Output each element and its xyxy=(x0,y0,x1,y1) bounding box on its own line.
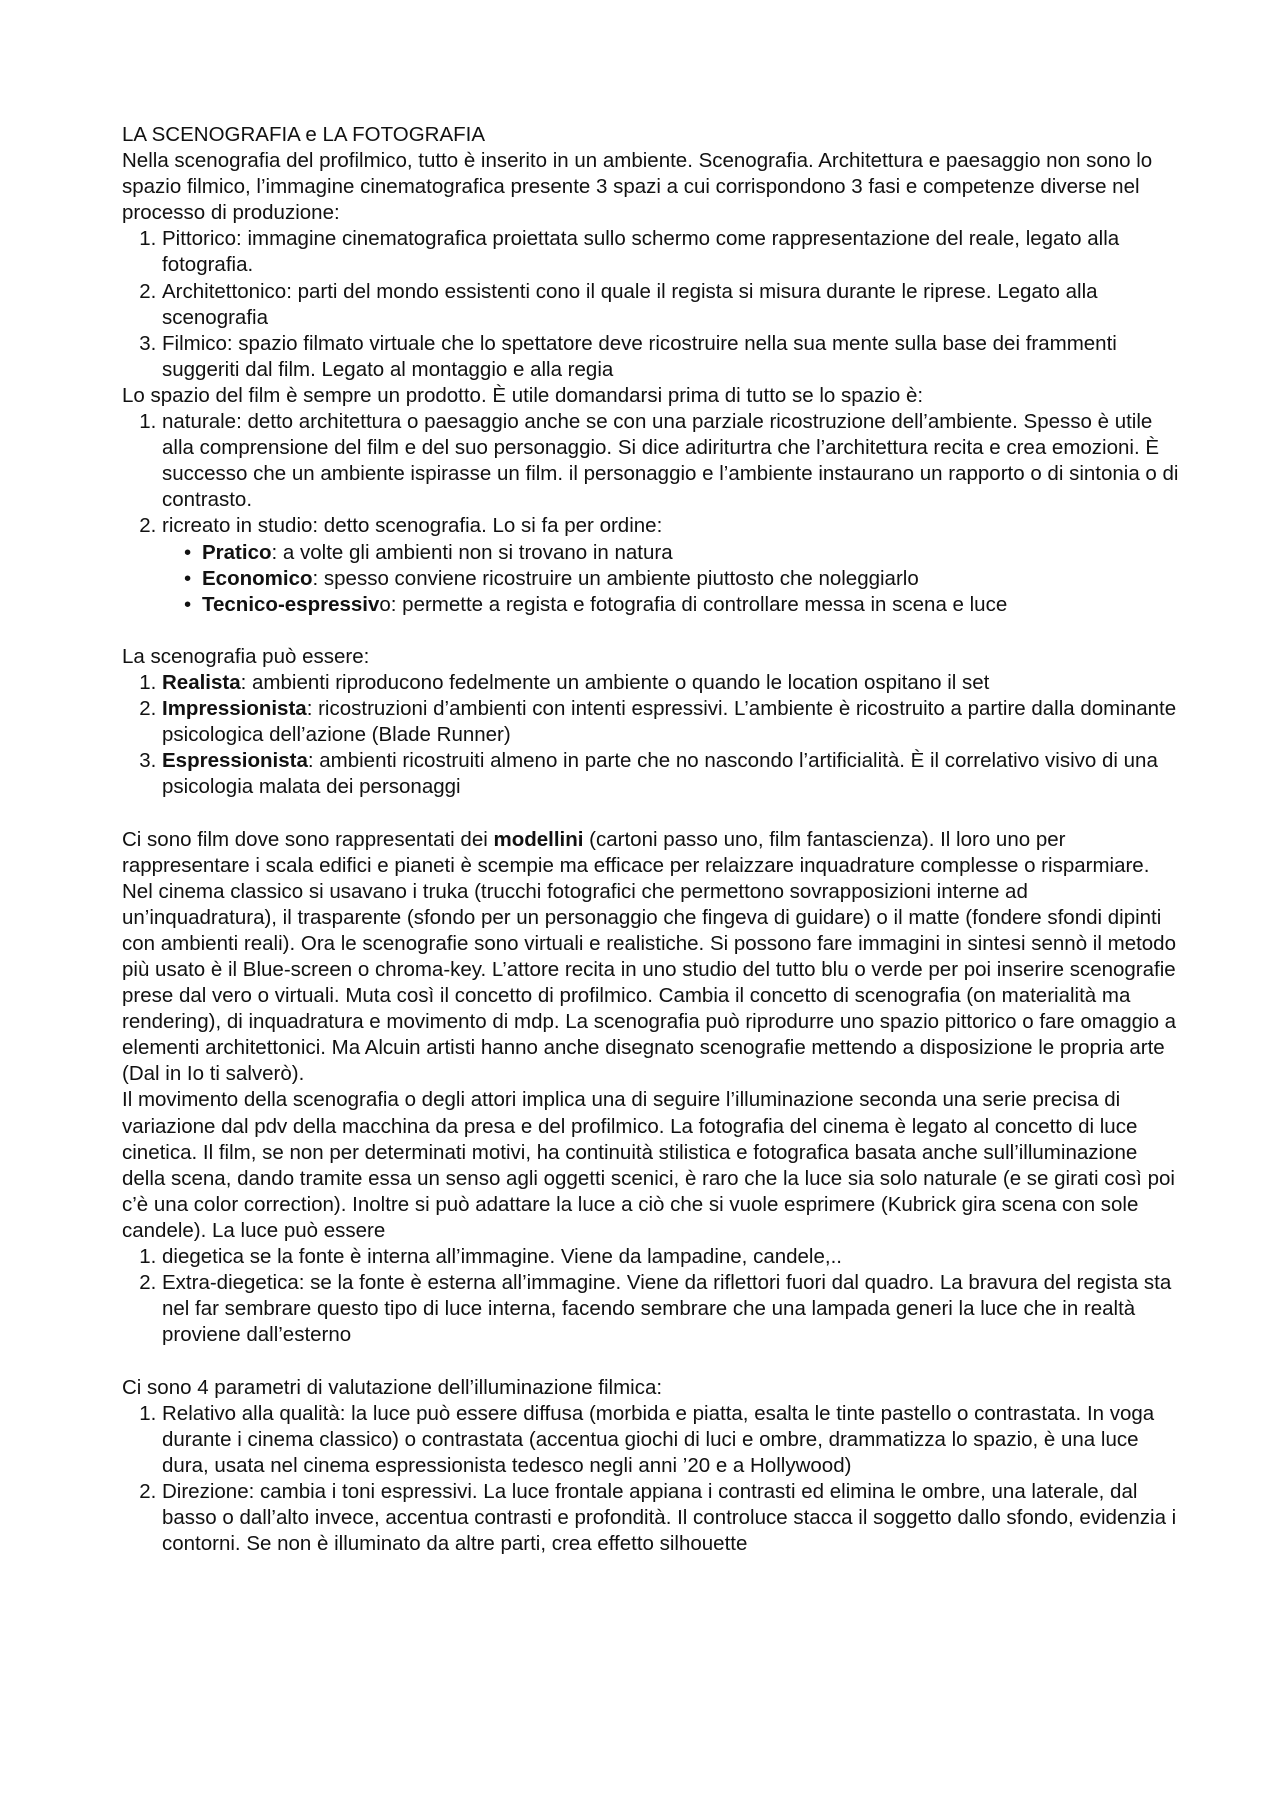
list-item-architettonico: 2. Architettonico: parti del mondo essistenti cono il quale il regista si misura durante le riprese. Legato alla scenografia xyxy=(162,279,1182,331)
product-line: Lo spazio del film è sempre un prodotto. È utile domandarsi prima di tutto se lo spazio è: xyxy=(122,383,924,407)
bullet-item-economico xyxy=(202,566,1182,592)
scenography-types-list xyxy=(122,670,1182,800)
list-term: Impressionista xyxy=(162,697,307,721)
list-item-diegetica: 1. diegetica se la fonte è interna all’immagine. Viene da lampadine, candele,.. xyxy=(162,1244,1182,1270)
list-item-realista xyxy=(162,670,1182,696)
reasons-list xyxy=(122,540,1182,618)
list-item-extra-diegetica: 2. Extra-diegetica: se la fonte è esterna all’immagine. Viene da riflettori fuori dal quadro. La bravura del regista sta nel far sembrare questo tipo di luce interna, facendo sembrare che una lampada generi la luce che in realtà proviene dall’esterno xyxy=(162,1270,1182,1348)
paragraph-gap xyxy=(122,1348,1182,1374)
light-sources-list xyxy=(122,1244,1182,1348)
list-item-espressionista xyxy=(162,748,1182,800)
scenography-intro: La scenografia può essere: xyxy=(122,644,370,668)
bullet-term: Tecnico-espressiv xyxy=(202,592,380,616)
list-term: Realista xyxy=(162,670,241,694)
list-item-ricreato xyxy=(162,513,1182,539)
models-bold-term: modellini xyxy=(493,827,584,851)
paragraph-gap xyxy=(122,800,1182,826)
models-paragraph xyxy=(122,827,1182,879)
spaces-list xyxy=(122,226,1182,383)
list-item-pittorico: 1. Pittorico: immagine cinematografica proiettata sullo schermo come rappresentazione del reale, legato alla fotografia. xyxy=(162,226,1182,278)
list-text: : ambienti ricostruiti almeno in parte che no nascondo l’artificialità. È il correlativo visivo di una psicologia malata dei personaggi xyxy=(162,749,1158,799)
classic-cinema-paragraph: Nel cinema classico si usavano i truka (trucchi fotografici che permettono sovrapposizioni interne ad un’inquadratura), il trasparente (sfondo per un personaggio che fingeva di guidare) o il matte (fondere sfondi dipinti con ambienti reali). Ora le scenografie sono virtuali e realistiche. Si possono fare immagini in sintesi sennò il metodo più usato è il Blue-screen o chroma-key. L’attore recita in uno studio del tutto blu o verde per poi inserire scenografie prese dal vero o virtuali. Muta così il concetto di profilmico. Cambia il concetto di scenografia (on materialità ma rendering), di inquadratura e movimento di mdp. La scenografia può riprodurre uno spazio pittorico o fare omaggio a elementi architettonici. Ma Alcuin artisti hanno anche disegnato scenografie mettendo a disposizione le propria arte (Dal in Io ti salverò). xyxy=(122,879,1177,1086)
ricreato-text: ricreato in studio: detto scenografia. Lo si fa per ordine: xyxy=(162,514,663,538)
list-item-filmico: 3. Filmico: spazio filmato virtuale che lo spettatore deve ricostruire nella sua mente sulla base dei frammenti suggeriti dal film. Legato al montaggio e alla regia xyxy=(162,331,1182,383)
params-list xyxy=(122,1401,1182,1558)
list-item-direzione: 2. Direzione: cambia i toni espressivi. La luce frontale appiana i contrasti ed elimina le ombre, una laterale, dal basso o dall’alto invece, accentua contrasti e profondità. Il controluce stacca il soggetto dallo sfondo, evidenzia i contorni. Se non è illuminato da altre parti, crea effetto silhouette xyxy=(162,1479,1182,1557)
bullet-item-tecnico xyxy=(202,592,1182,618)
list-text: : ricostruzioni d’ambienti con intenti espressivi. L’ambiente è ricostruito a partire dalla dominante psicologica dell’azione (Blade Runner) xyxy=(162,697,1177,747)
bullet-text: : spesso conviene ricostruire un ambiente piuttosto che noleggiarlo xyxy=(312,566,919,590)
list-item-naturale: 1. naturale: detto architettura o paesaggio anche se con una parziale ricostruzione dell’ambiente. Spesso è utile alla comprensione del film e del suo personaggio. Si dice adiriturtra che l’architettura recita e crea emozioni. È successo che un ambiente ispirasse un film. il personaggio e l’ambiente instaurano un rapporto o di sintonia o di contrasto. xyxy=(162,409,1182,513)
bullet-item-pratico xyxy=(202,540,1182,566)
models-text-before: Ci sono film dove sono rappresentati dei xyxy=(122,827,494,851)
list-item-qualita: 1. Relativo alla qualità: la luce può essere diffusa (morbida e piatta, esalta le tinte pastello o contrastata. In voga durante i cinema classico) o contrastata (accentua giochi di luci e ombre, drammatizza lo spazio, è una luce dura, usata nel cinema espressionista tedesco negli anni ’20 e a Hollywood) xyxy=(162,1401,1182,1479)
bullet-text: o: permette a regista e fotografia di controllare messa in scena e luce xyxy=(379,592,1008,616)
paragraph-gap xyxy=(122,618,1182,644)
bullet-term: Economico xyxy=(202,566,313,590)
document-page xyxy=(122,122,1182,1557)
list-text: : ambienti riproducono fedelmente un ambiente o quando le location ospitano il set xyxy=(240,670,990,694)
movement-paragraph: Il movimento della scenografia o degli attori implica una di seguire l’illuminazione seconda una serie precisa di variazione dal pdv della macchina da presa e del profilmico. La fotografia del cinema è legato al concetto di luce cinetica. Il film, se non per determinati motivi, ha continuità stilistica e fotografica basata anche sull’illuminazione della scena, dando tramite essa un senso agli oggetti scenici, è raro che la luce sia solo naturale (e se girati così poi c’è una color correction). Inoltre si può adattare la luce a ciò che si vuole esprimere (Kubrick gira scena con sole candele). La luce può essere xyxy=(122,1088,1175,1242)
intro-paragraph: Nella scenografia del profilmico, tutto è inserito in un ambiente. Scenografia. Architettura e paesaggio non sono lo spazio filmico, l’immagine cinematografica presente 3 spazi a cui corrispondono 3 fasi e competenze diverse nel processo di produzione: xyxy=(122,149,1153,225)
bullet-text: : a volte gli ambienti non si trovano in natura xyxy=(271,540,673,564)
bullet-term: Pratico xyxy=(202,540,272,564)
list-item-impressionista xyxy=(162,696,1182,748)
space-types-list xyxy=(122,409,1182,539)
params-intro: Ci sono 4 parametri di valutazione dell’illuminazione filmica: xyxy=(122,1375,663,1399)
models-text-after: (cartoni passo uno, film fantascienza). Il loro uno per rappresentare i scala edifici e pianeti è scempie ma efficace per relaizzare inquadrature complesse o risparmiare. xyxy=(122,827,1150,877)
page-title: LA SCENOGRAFIA e LA FOTOGRAFIA xyxy=(122,123,486,146)
list-term: Espressionista xyxy=(162,749,308,773)
